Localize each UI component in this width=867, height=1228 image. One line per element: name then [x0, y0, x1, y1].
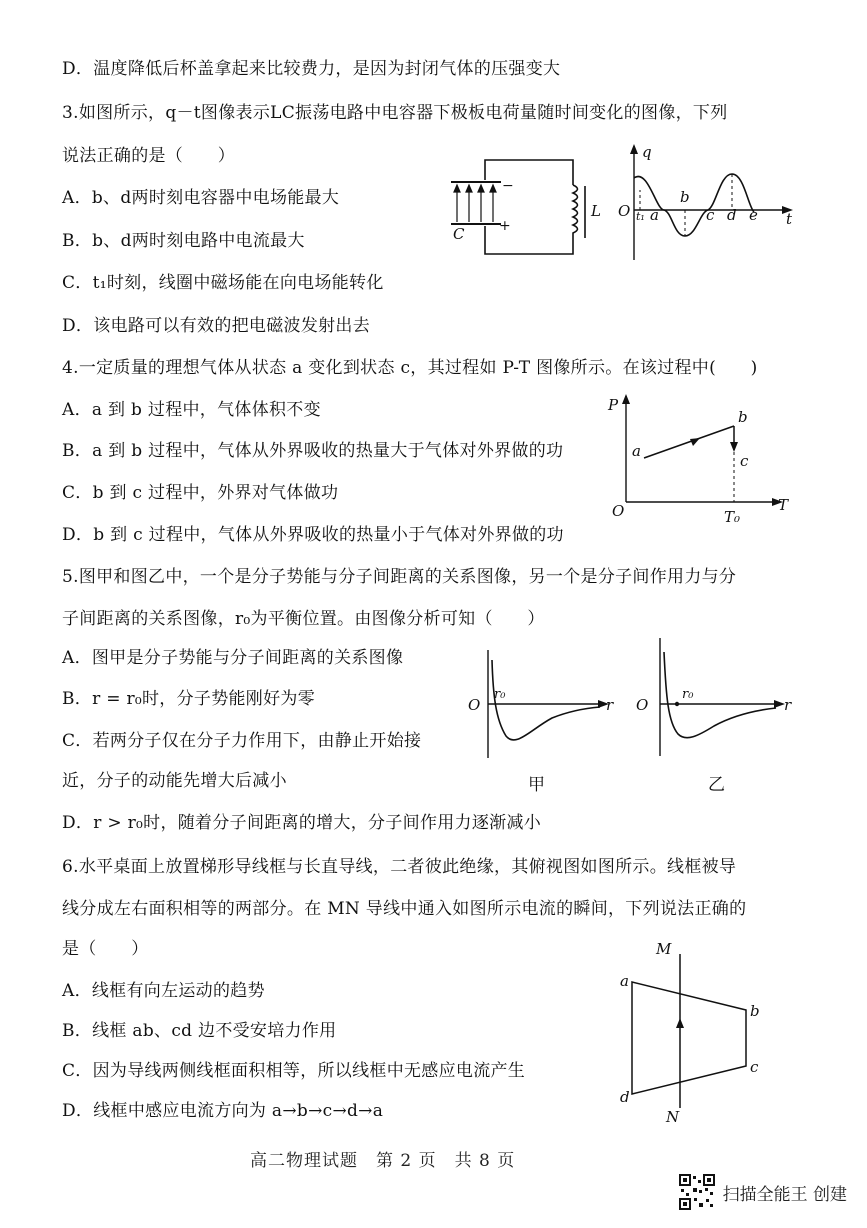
text-line: B．线框 ab、cd 边不受安培力作用 [62, 1021, 337, 1041]
text-line: A．a 到 b 过程中，气体体积不变 [62, 400, 321, 420]
graph-jia [460, 646, 630, 762]
wire-end-n: N [666, 1108, 680, 1126]
origin-label: O [612, 502, 625, 520]
text-line: 5.图甲和图乙中，一个是分子势能与分子间距离的关系图像，另一个是分子间作用力与分 [62, 567, 737, 587]
t1-label: t₁ [636, 210, 645, 223]
text-line: A．图甲是分子势能与分子间距离的关系图像 [62, 648, 404, 668]
point-d: d [727, 206, 737, 224]
text-line: B．r = r₀时，分子势能刚好为零 [62, 689, 316, 709]
text-line: D．该电路可以有效的把电磁波发射出去 [62, 316, 371, 336]
minus-sign: − [502, 178, 514, 194]
state-b-label: b [738, 408, 748, 426]
text-line: C．t₁时刻，线圈中磁场能在向电场能转化 [62, 273, 384, 293]
text-line: B．b、d两时刻电路中电流最大 [62, 231, 305, 251]
vertex-a: a [620, 972, 629, 990]
state-a-label: a [632, 442, 641, 460]
point-e: e [749, 206, 758, 224]
text-line: 是（ ） [62, 939, 149, 959]
vertex-b: b [750, 1002, 760, 1020]
scanner-watermark [679, 1174, 847, 1210]
text-line: 6.水平桌面上放置梯形导线框与长直导线，二者彼此绝缘，其俯视图如图所示。线框被导 [62, 857, 737, 877]
scanner-text: 扫描全能王 创建 [722, 1184, 847, 1205]
text-line: D．温度降低后杯盖拿起来比较费力，是因为封闭气体的压强变大 [62, 59, 561, 79]
text-line: C．若两分子仅在分子力作用下，由静止开始接 [62, 731, 422, 751]
origin-label: O [468, 696, 481, 714]
text-line: D．b 到 c 过程中，气体从外界吸收的热量小于气体对外界做的功 [62, 525, 564, 545]
text-line: 近，分子的动能先增大后减小 [62, 771, 287, 791]
r-axis-label: r [606, 696, 614, 714]
caption-jia: 甲 [528, 775, 545, 795]
text-line: C．b 到 c 过程中，外界对气体做功 [62, 483, 339, 503]
r0-label: r₀ [682, 687, 694, 702]
text-line: 子间距离的关系图像，r₀为平衡位置。由图像分析可知（ ） [62, 609, 545, 629]
p-axis-label: P [608, 396, 619, 414]
origin-label: O [618, 202, 631, 220]
t0-label: T₀ [724, 508, 741, 525]
vertex-d: d [620, 1088, 630, 1106]
text-line: 3.如图所示，q－t图像表示LC振荡电路中电容器下极板电荷量随时间变化的图像，下列 [62, 103, 728, 123]
text-line: D．线框中感应电流方向为 a→b→c→d→a [62, 1101, 384, 1121]
text-line: A．线框有向左运动的趋势 [62, 981, 265, 1001]
capacitor-label: C [453, 225, 465, 243]
inductor-label: L [591, 202, 601, 220]
text-line: C．因为导线两侧线框面积相等，所以线框中无感应电流产生 [62, 1061, 526, 1081]
q-t-graph [612, 140, 802, 266]
r-axis-label: r [784, 696, 792, 714]
lc-circuit-diagram [445, 152, 605, 262]
point-a: a [650, 206, 659, 224]
plus-sign: + [499, 218, 511, 234]
t-axis-label: T [778, 496, 789, 514]
wire-end-m: M [656, 940, 672, 958]
r0-label: r₀ [494, 687, 506, 702]
q-axis-label: q [642, 143, 652, 161]
caption-yi: 乙 [708, 775, 725, 795]
point-b: b [680, 188, 690, 206]
trapezoid-loop-diagram [612, 936, 772, 1128]
graph-yi [632, 636, 802, 760]
point-c: c [706, 206, 715, 224]
text-line: A．b、d两时刻电容器中电场能最大 [62, 188, 340, 208]
text-line: D．r > r₀时，随着分子间距离的增大，分子间作用力逐渐减小 [62, 813, 542, 833]
qr-code-icon [679, 1174, 715, 1210]
origin-label: O [636, 696, 649, 714]
text-line: 线分成左右面积相等的两部分。在 MN 导线中通入如图所示电流的瞬间，下列说法正确的 [62, 899, 747, 919]
vertex-c: c [750, 1058, 759, 1076]
page-footer: 高二物理试题 第 2 页 共 8 页 [250, 1151, 516, 1171]
text-line: 4.一定质量的理想气体从状态 a 变化到状态 c，其过程如 P-T 图像所示。在该过程中( ) [62, 358, 758, 378]
p-t-graph [600, 390, 800, 525]
state-c-label: c [740, 452, 749, 470]
text-line: 说法正确的是（ ） [62, 146, 235, 166]
text-line: B．a 到 b 过程中，气体从外界吸收的热量大于气体对外界做的功 [62, 441, 564, 461]
t-axis-label: t [786, 210, 793, 228]
